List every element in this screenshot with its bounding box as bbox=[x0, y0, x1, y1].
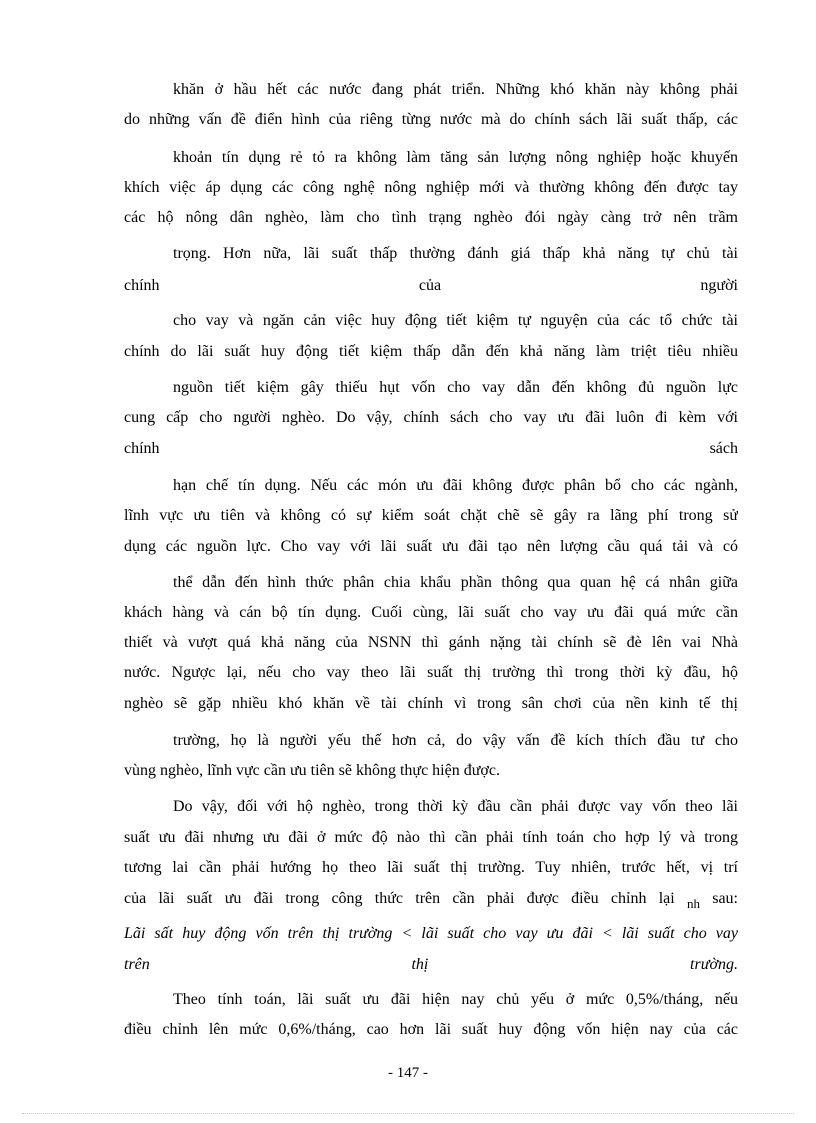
formula-line: Lãi sất huy động vốn trên thị trường < lãi suất cho vay ưu đãi < lãi suất cho vay bbox=[124, 925, 738, 942]
page-number: - 147 - bbox=[388, 1065, 428, 1081]
text-line: lĩnh vực ưu tiên và không có sự kiểm soát chặt chẽ sẽ gây ra lãng phí trong sử bbox=[124, 507, 738, 524]
text-line: nghèo sẽ gặp nhiều khó khăn về tài chính vì trong sân chơi của nền kinh tế thị bbox=[124, 695, 738, 712]
text-line: dụng các nguồn lực. Cho vay với lãi suất ưu đãi tạo nên lượng cầu quá tải và có bbox=[124, 538, 738, 555]
text-line: nguồn tiết kiệm gây thiếu hụt vốn cho vay dẫn đến không đủ nguồn lực bbox=[173, 379, 738, 396]
footer-divider bbox=[22, 1113, 794, 1114]
text-line-tail: sau: bbox=[712, 890, 738, 907]
text-line: chính của người bbox=[124, 277, 738, 294]
text-line: chính sách bbox=[124, 440, 738, 457]
text-line: tương lai cần phải hướng họ theo lãi suất thị trường. Tuy nhiên, trước hết, vị trí bbox=[124, 859, 738, 876]
text-line: cung cấp cho người nghèo. Do vậy, chính sách cho vay ưu đãi luôn đi kèm với bbox=[124, 409, 738, 426]
text-line: vùng nghèo, lĩnh vực cần ưu tiên sẽ không thực hiện được. bbox=[124, 762, 500, 779]
text-line: cho vay và ngăn cản việc huy động tiết kiệm tự nguyện của các tổ chức tài bbox=[173, 312, 738, 329]
text-line: nước. Ngược lại, nếu cho vay theo lãi suất thị trường thì trong thời kỳ đầu, hộ bbox=[124, 664, 738, 681]
text-line-with-inline bbox=[124, 889, 738, 909]
formula-line: trên thị trường. bbox=[124, 956, 738, 973]
text-line: khách hàng và cán bộ tín dụng. Cuối cùng, lãi suất cho vay ưu đãi quá mức cần bbox=[124, 604, 738, 621]
text-line: do những vấn đề điển hình của riêng từng nước mà do chính sách lãi suất thấp, các bbox=[124, 111, 738, 128]
text-line: khăn ở hầu hết các nước đang phát triển. Những khó khăn này không phải bbox=[173, 81, 738, 98]
text-line: điều chỉnh lên mức 0,6%/tháng, cao hơn lãi suất huy động vốn hiện nay của các bbox=[124, 1021, 738, 1038]
text-line: hạn chế tín dụng. Nếu các món ưu đãi không được phân bổ cho các ngành, bbox=[173, 477, 738, 494]
text-line: trường, họ là người yếu thế hơn cả, do vậy vấn đề kích thích đầu tư cho bbox=[173, 732, 738, 749]
text-line: thiết và vượt quá khả năng của NSNN thì gánh nặng tài chính sẽ đè lên vai Nhà bbox=[124, 634, 738, 651]
inline-small-text: nh bbox=[686, 896, 700, 909]
text-line: khoản tín dụng rẻ tỏ ra không làm tăng sản lượng nông nghiệp hoặc khuyến bbox=[173, 149, 738, 166]
text-line: Theo tính toán, lãi suất ưu đãi hiện nay chủ yếu ở mức 0,5%/tháng, nếu bbox=[173, 991, 738, 1008]
text-line: trọng. Hơn nữa, lãi suất thấp thường đánh giá thấp khả năng tự chủ tài bbox=[173, 245, 738, 262]
text-line: suất ưu đãi nhưng ưu đãi ở mức độ nào thì cần phải tính toán cho hợp lý và trong bbox=[124, 829, 738, 846]
text-line-main: của lãi suất ưu đãi trong công thức trên cần phải được điều chỉnh lại bbox=[124, 890, 675, 907]
text-line: thể dẫn đến hình thức phân chia khẩu phần thông qua quan hệ cá nhân giữa bbox=[173, 574, 738, 591]
text-line: các hộ nông dân nghèo, làm cho tình trạng nghèo đói ngày càng trở nên trầm bbox=[124, 209, 738, 226]
text-line: Do vậy, đối với hộ nghèo, trong thời kỳ đầu cần phải được vay vốn theo lãi bbox=[173, 798, 738, 815]
text-line: chính do lãi suất huy động tiết kiệm thấp dẫn đến khả năng làm triệt tiêu nhiều bbox=[124, 343, 738, 360]
text-line: khích việc áp dụng các công nghệ nông nghiệp mới và thường không đến được tay bbox=[124, 179, 738, 196]
